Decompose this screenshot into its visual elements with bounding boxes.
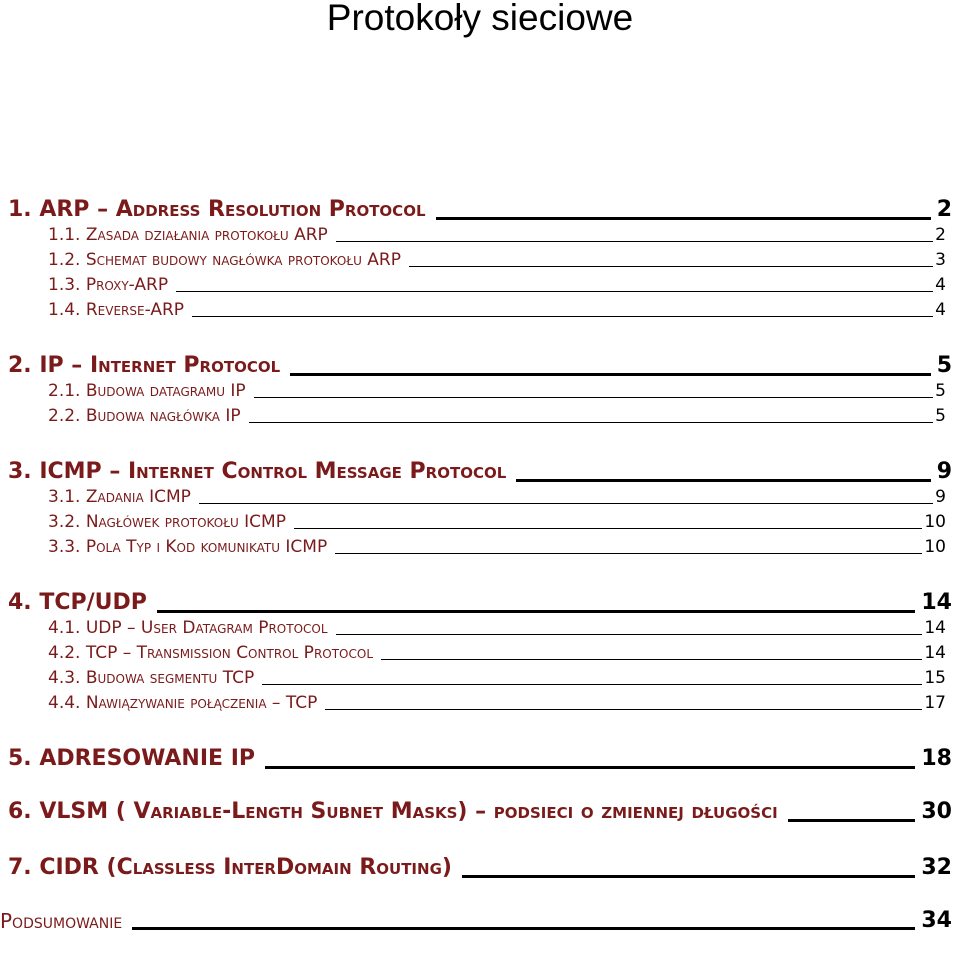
- toc-dot-leader: [409, 265, 933, 267]
- toc-entry[interactable]: [8, 196, 952, 224]
- toc-entry-title: ICMP – Internet Control Message Protocol: [39, 459, 507, 484]
- toc-entry-title: Budowa nagłówka IP: [85, 406, 241, 426]
- toc-page-number: 10: [924, 512, 946, 532]
- toc-entry[interactable]: [48, 692, 946, 714]
- toc-dot-leader: [132, 926, 915, 930]
- toc-page-number: 14: [921, 590, 952, 615]
- toc-entry[interactable]: [8, 352, 952, 380]
- toc-entry[interactable]: [48, 299, 946, 321]
- toc-entry-title: Podsumowanie: [0, 909, 123, 933]
- toc-entry-title: Budowa datagramu IP: [85, 381, 246, 401]
- toc-entry[interactable]: [48, 274, 946, 296]
- toc-entry-title: Budowa segmentu TCP: [85, 668, 255, 688]
- toc-dot-leader: [290, 372, 931, 376]
- toc-entry-number: 3.: [8, 459, 40, 484]
- toc-entry-title: Reverse-ARP: [85, 300, 185, 320]
- toc-dot-leader: [157, 609, 915, 613]
- toc-page-number: 30: [921, 799, 952, 824]
- toc-dot-leader: [254, 396, 934, 398]
- toc-entry-number: 5.: [8, 746, 40, 771]
- toc-page-number: 3: [935, 250, 946, 270]
- toc-page-number: 5: [936, 353, 952, 378]
- toc-entry-title: UDP – User Datagram Protocol: [85, 618, 328, 638]
- toc-entry[interactable]: [48, 667, 946, 689]
- toc-page-number: 9: [935, 487, 946, 507]
- toc-entry-number: 4.1.: [48, 618, 86, 638]
- toc-dot-leader: [335, 552, 922, 554]
- toc-dot-leader: [381, 658, 922, 660]
- toc-entry-number: 3.2.: [48, 512, 86, 532]
- toc-dot-leader: [516, 478, 930, 482]
- toc-dot-leader: [336, 633, 923, 635]
- toc-page-number: 10: [924, 537, 946, 557]
- toc-entry[interactable]: [8, 745, 952, 773]
- toc-entry-title: TCP/UDP: [39, 590, 147, 615]
- toc-page-number: 14: [924, 618, 946, 638]
- toc-dot-leader: [192, 315, 933, 317]
- toc-entry[interactable]: [48, 249, 946, 271]
- toc-entry[interactable]: [8, 589, 952, 617]
- toc-entry[interactable]: [8, 854, 952, 882]
- toc-entry-title: ADRESOWANIE IP: [39, 746, 256, 771]
- toc-entry-number: 2.: [8, 353, 40, 378]
- toc-dot-leader: [249, 421, 934, 423]
- toc-entry-number: 3.3.: [48, 537, 86, 557]
- toc-entry-title: Nawiązywanie połączenia – TCP: [85, 693, 318, 713]
- toc-entry[interactable]: [0, 908, 952, 934]
- toc-entry[interactable]: [48, 617, 946, 639]
- toc-entry-number: 1.4.: [48, 300, 86, 320]
- toc-dot-leader: [199, 502, 933, 504]
- toc-entry-title: Proxy-ARP: [85, 275, 169, 295]
- toc-page-number: 4: [935, 300, 946, 320]
- toc-entry-title: VLSM ( Variable-Length Subnet Masks) – podsieci o zmiennej długości: [39, 799, 778, 824]
- toc-entry-number: 7.: [8, 855, 40, 880]
- toc-entry-number: 1.2.: [48, 250, 86, 270]
- toc-entry-number: 2.1.: [48, 381, 86, 401]
- toc-page-number: 2: [936, 197, 952, 222]
- toc-page-number: 14: [924, 643, 946, 663]
- toc-entry[interactable]: [8, 458, 952, 486]
- toc-entry[interactable]: [48, 642, 946, 664]
- toc-dot-leader: [336, 240, 933, 242]
- toc-entry-number: 1.: [8, 197, 40, 222]
- toc-dot-leader: [462, 874, 915, 878]
- toc-dot-leader: [265, 765, 915, 769]
- toc-page-number: 9: [936, 459, 952, 484]
- toc-page-number: 32: [921, 855, 952, 880]
- toc-dot-leader: [325, 708, 922, 710]
- toc-entry-title: Schemat budowy nagłówka protokołu ARP: [85, 250, 401, 270]
- toc-page-number: 2: [935, 225, 946, 245]
- toc-page-number: 5: [935, 381, 946, 401]
- toc-dot-leader: [294, 527, 922, 529]
- toc-entry[interactable]: [48, 224, 946, 246]
- toc-entry-number: 2.2.: [48, 406, 86, 426]
- toc-page-number: 34: [921, 908, 952, 933]
- toc-entry-title: CIDR (Classless InterDomain Routing): [39, 855, 452, 880]
- toc-dot-leader: [788, 818, 916, 822]
- toc-page-number: 5: [935, 406, 946, 426]
- toc-entry-title: ARP – Address Resolution Protocol: [39, 197, 426, 222]
- toc-entry-title: Pola Typ i Kod komunikatu ICMP: [85, 537, 328, 557]
- toc-page-number: 4: [935, 275, 946, 295]
- toc-entry-title: Nagłówek protokołu ICMP: [85, 512, 286, 532]
- toc-entry[interactable]: [48, 536, 946, 558]
- toc-entry-number: 4.3.: [48, 668, 86, 688]
- toc-entry[interactable]: [48, 511, 946, 533]
- toc-dot-leader: [436, 216, 931, 220]
- toc-entry[interactable]: [48, 486, 946, 508]
- toc-entry-title: Zadania ICMP: [85, 487, 191, 507]
- toc-page-number: 15: [924, 668, 946, 688]
- toc-entry-title: IP – Internet Protocol: [39, 353, 281, 378]
- toc-entry-number: 4.4.: [48, 693, 86, 713]
- toc-page-number: 17: [924, 693, 946, 713]
- toc-dot-leader: [262, 683, 922, 685]
- toc-page-number: 18: [921, 746, 952, 771]
- toc-entry[interactable]: [8, 798, 952, 826]
- toc-entry-number: 1.1.: [48, 225, 86, 245]
- toc-entry-title: Zasada działania protokołu ARP: [85, 225, 328, 245]
- toc-entry-number: 1.3.: [48, 275, 86, 295]
- toc-entry[interactable]: [48, 405, 946, 427]
- toc-entry-number: 3.1.: [48, 487, 86, 507]
- page-title: Protokoły sieciowe: [326, 0, 634, 38]
- toc-entry-title: TCP – Transmission Control Protocol: [85, 643, 374, 663]
- toc-entry[interactable]: [48, 380, 946, 402]
- toc-entry-number: 4.2.: [48, 643, 86, 663]
- toc-entry-number: 4.: [8, 590, 40, 615]
- toc-entry-number: 6.: [8, 799, 40, 824]
- toc-dot-leader: [176, 290, 933, 292]
